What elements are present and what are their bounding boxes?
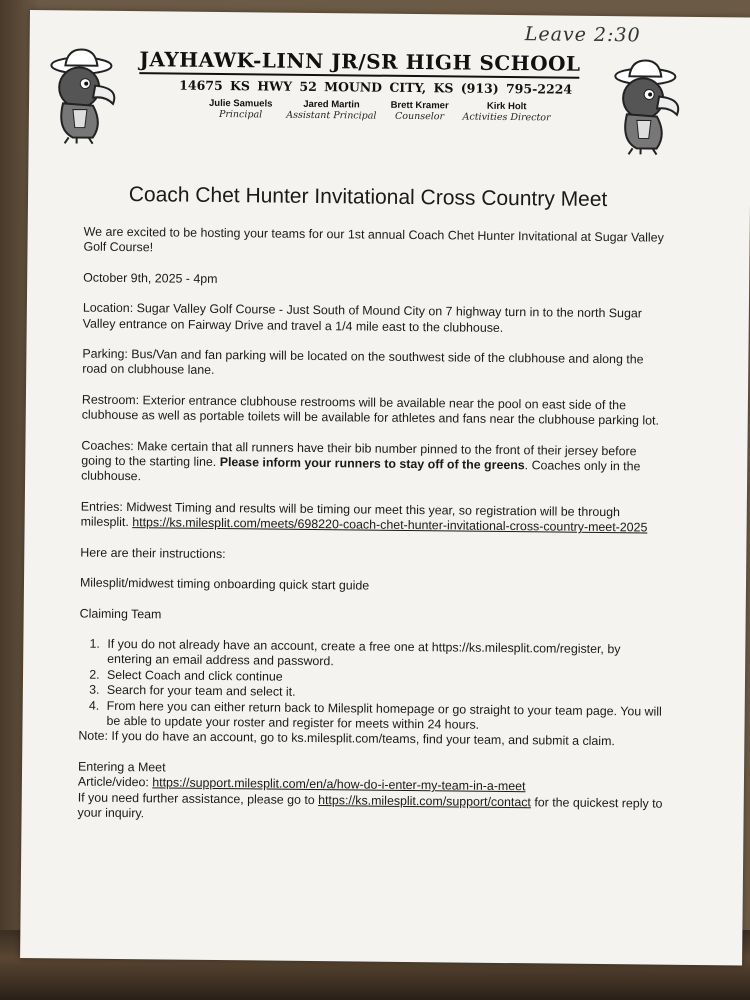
location-paragraph: Location: Sugar Valley Golf Course - Just South of Mound City on 7 highway turn in to the north Sugar Valley entrance on Fairway Drive and travel a 1/4 mile east to the clubhouse.: [82, 300, 642, 335]
parking-paragraph: Parking: Bus/Van and fan parking will be located on the southwest side of the clubhouse and along the road on clubhouse lane.: [82, 346, 644, 378]
flyer-body: [77, 225, 668, 842]
list-item: 3. Search for your team and select it.: [103, 683, 664, 704]
staff-name: Kirk Holt: [486, 100, 527, 113]
claiming-team-heading: Claiming Team: [79, 606, 162, 621]
instructions-intro: Here are their instructions:: [80, 545, 226, 561]
staff-title: Counselor: [394, 110, 445, 123]
coaches-text: Coaches: Make certain that all runners have their bib number pinned to the front of their jersey before going to the starting line.: [81, 438, 637, 470]
article-label: Article/video:: [77, 774, 153, 790]
list-item: 4. From here you can either return back to Milesplit homepage or go straight to your team page. You will be able to update your roster and register for meets within 24 hours.: [102, 698, 663, 735]
claiming-steps-list: [78, 636, 664, 735]
greens-warning: Please inform your runners to stay off of the greens: [219, 455, 525, 473]
school-address: 14675 KS HWY 52 MOUND CITY, KS (913) 795-2224: [179, 77, 573, 97]
staff-list: [209, 98, 551, 124]
entries-paragraph: [81, 499, 666, 536]
school-name: JAYHAWK-LINN JR/SR HIGH SCHOOL: [139, 47, 579, 79]
flyer-page: [20, 10, 750, 966]
intro-paragraph: We are excited to be hosting your teams for our 1st annual Coach Chet Hunter Invitational at Sugar Valley Golf Course!: [83, 224, 664, 255]
support-contact-link[interactable]: https://ks.milesplit.com/support/contact: [318, 792, 531, 809]
list-item: 1. If you do not already have an account, create a free one at https://ks.milesplit.com/register, by entering an email address and password.: [103, 637, 664, 674]
staff-member: [286, 99, 376, 122]
coaches-paragraph: [81, 438, 666, 490]
article-link[interactable]: https://support.milesplit.com/en/a/how-do-i-enter-my-team-in-a-meet: [152, 775, 526, 794]
account-note: Note: If you do have an account, go to ks.milesplit.com/teams, find your team, and submit a claim.: [78, 728, 615, 749]
guide-title: Milesplit/midwest timing onboarding quick start guide: [79, 575, 370, 593]
staff-member: [390, 100, 448, 123]
staff-name: Brett Kramer: [390, 99, 449, 112]
jayhawk-mascot-icon: [607, 56, 688, 157]
handwritten-note: Leave 2:30: [524, 23, 641, 47]
staff-title: Assistant Principal: [286, 109, 377, 122]
staff-title: Principal: [218, 108, 263, 121]
list-item: 2. Select Coach and click continue: [103, 668, 664, 689]
staff-name: Julie Samuels: [208, 97, 273, 110]
staff-member: [209, 98, 273, 121]
meet-date: October 9th, 2025 - 4pm: [83, 270, 218, 286]
staff-member: [463, 101, 551, 124]
staff-name: Jared Martin: [303, 98, 360, 111]
entries-text: Entries: Midwest Timing and results will be timing our meet this year, so registration will be through milesplit.: [80, 499, 621, 530]
jayhawk-mascot-icon: [43, 45, 124, 146]
meet-registration-link[interactable]: https://ks.milesplit.com/meets/698220-coach-chet-hunter-invitational-cross-country-meet-2025: [132, 515, 648, 535]
assistance-line: [78, 790, 663, 827]
entering-meet-heading: Entering a Meet: [78, 759, 166, 775]
staff-title: Activities Director: [462, 111, 551, 124]
page-title: Coach Chet Hunter Invitational Cross Country Meet: [128, 183, 608, 212]
coaches-text-end: . Coaches only in the clubhouse.: [81, 458, 641, 484]
assistance-text: If you need further assistance, please go to: [77, 790, 319, 807]
assistance-text-end: for the quickest reply to your inquiry.: [77, 794, 663, 821]
restroom-paragraph: Restroom: Exterior entrance clubhouse restrooms will be available near the pool on east side of the clubhouse as well as portable toilets will be available for athletes and fans near the clubhouse parking lot.: [81, 392, 660, 428]
